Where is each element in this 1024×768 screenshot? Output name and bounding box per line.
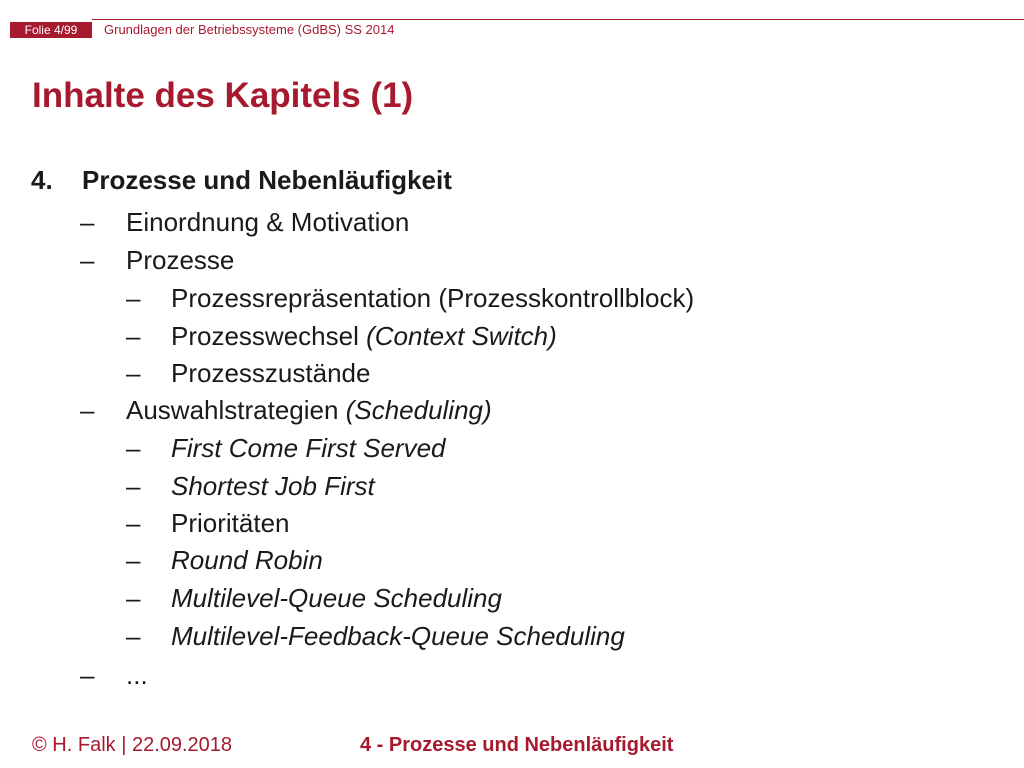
outline-dash: – <box>126 471 141 501</box>
outline-item-text: Einordnung & Motivation <box>126 207 410 237</box>
outline-item-text: Prioritäten <box>171 508 290 538</box>
outline-item <box>126 207 409 238</box>
header-rule <box>92 19 1024 20</box>
outline-item-text: Auswahlstrategien <box>126 395 339 425</box>
outline-item <box>126 245 234 276</box>
outline-item-text: Prozesse <box>126 245 235 275</box>
outline-item-text: Round Robin <box>171 545 323 575</box>
outline-item <box>171 433 446 464</box>
outline-item-text: Multilevel-Queue Scheduling <box>171 583 502 613</box>
footer-author: © H. Falk | 22.09.2018 <box>32 734 233 756</box>
outline-dash: – <box>126 433 141 463</box>
footer-chapter: 4 - Prozesse und Nebenläufigkeit <box>360 734 674 756</box>
outline-item-text: First Come First Served <box>171 433 446 463</box>
outline-item <box>171 321 557 352</box>
outline-item-italic-suffix: (Context Switch) <box>358 321 557 351</box>
outline-item <box>171 545 323 576</box>
outline-item-text: ... <box>126 660 148 690</box>
outline-dash: – <box>126 283 141 313</box>
outline-item-text: Prozessrepräsentation (Prozesskontrollblock) <box>171 283 695 313</box>
outline-item <box>126 395 492 426</box>
outline-dash: – <box>126 545 141 575</box>
outline-item <box>126 660 148 691</box>
outline-item-text: Prozesswechsel <box>171 321 359 351</box>
outline-dash: – <box>80 245 95 275</box>
course-title: Grundlagen der Betriebssysteme (GdBS) SS 2014 <box>104 22 395 37</box>
slide-title: Inhalte des Kapitels (1) <box>32 76 414 115</box>
outline-item <box>171 621 625 652</box>
outline-dash: – <box>126 621 141 651</box>
outline-dash: – <box>80 395 95 425</box>
section-number: 4. <box>31 165 53 195</box>
outline-item-text: Prozesszustände <box>171 358 371 388</box>
outline-item <box>171 508 290 539</box>
outline-item-text: Shortest Job First <box>171 471 375 501</box>
outline-dash: – <box>126 321 141 351</box>
outline-item-italic-suffix: (Scheduling) <box>338 395 492 425</box>
outline-item <box>171 471 375 502</box>
outline-dash: – <box>126 358 141 388</box>
outline-dash: – <box>80 207 95 237</box>
section-heading: Prozesse und Nebenläufigkeit <box>82 165 452 195</box>
outline-item <box>171 283 694 314</box>
slide-number-badge: Folie 4/99 <box>10 22 92 38</box>
outline-dash: – <box>126 583 141 613</box>
outline-item <box>171 358 370 389</box>
outline-dash: – <box>126 508 141 538</box>
outline-dash: – <box>80 660 95 690</box>
outline-item <box>171 583 502 614</box>
outline-item-text: Multilevel-Feedback-Queue Scheduling <box>171 621 625 651</box>
